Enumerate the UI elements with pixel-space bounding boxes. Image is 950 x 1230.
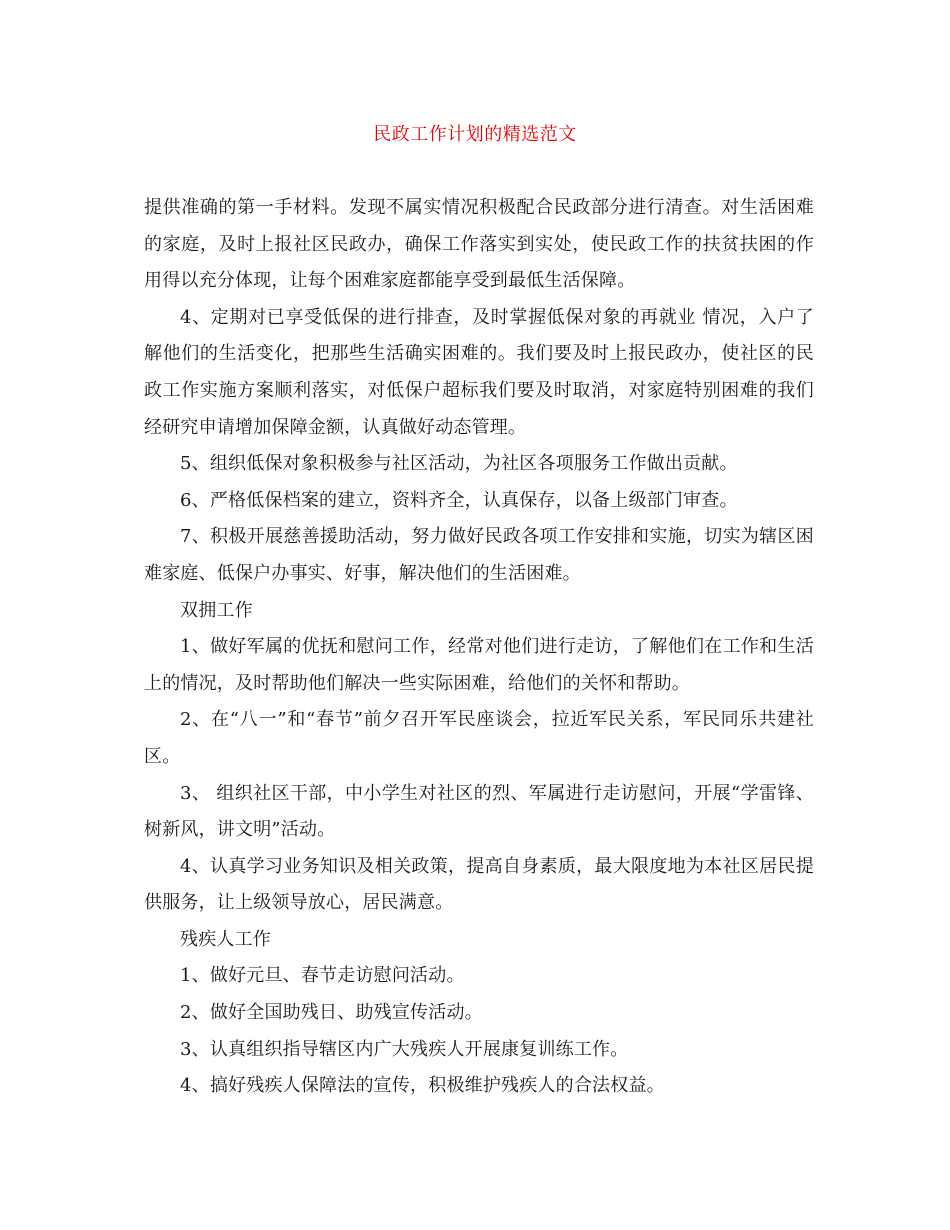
paragraph: 7、积极开展慈善援助活动，努力做好民政各项工作安排和实施，切实为辖区困难家庭、低保户办事实、好事，解决他们的生活困难。 bbox=[144, 526, 814, 584]
paragraph: 3、 组织社区干部，中小学生对社区的烈、军属进行走访慰问，开展“学雷锋、树新风，讲文明”活动。 bbox=[144, 782, 814, 841]
paragraph: 1、做好军属的优抚和慰问工作，经常对他们进行走访，了解他们在工作和生活上的情况，及时帮助他们解决一些实际困难，给他们的关怀和帮助。 bbox=[144, 636, 814, 694]
document-body bbox=[144, 190, 814, 1105]
paragraph: 4、搞好残疾人保障法的宣传，积极维护残疾人的合法权益。 bbox=[180, 1075, 665, 1097]
paragraph: 提供准确的第一手材料。发现不属实情况积极配合民政部分进行清查。对生活困难的家庭，及时上报社区民政办，确保工作落实到实处，使民政工作的扶贫扶困的作用得以充分体现，让每个困难家庭都能享受到最低生活保障。 bbox=[144, 197, 814, 292]
paragraph: 3、认真组织指导辖区内广大残疾人开展康复训练工作。 bbox=[180, 1038, 629, 1060]
paragraph: 4、认真学习业务知识及相关政策，提高自身素质，最大限度地为本社区居民提供服务，让上级领导放心，居民满意。 bbox=[144, 855, 814, 914]
paragraph: 1、做好元旦、春节走访慰问活动。 bbox=[180, 965, 465, 987]
paragraph: 5、组织低保对象积极参与社区活动，为社区各项服务工作做出贡献。 bbox=[180, 453, 738, 475]
paragraph: 6、严格低保档案的建立，资料齐全，认真保存，以备上级部门审查。 bbox=[180, 489, 738, 511]
paragraph: 4、定期对已享受低保的进行排查，及时掌握低保对象的再就业 情况，入户了解他们的生活变化，把那些生活确实困难的。我们要及时上报民政办，使社区的民政工作实施方案顺利落实，对低保户超标我们要及时取消，对家庭特别困难的我们经研究申请增加保障金额，认真做好动态管理。 bbox=[144, 306, 814, 438]
section-heading-shuangyong: 双拥工作 bbox=[180, 599, 253, 621]
paragraph: 2、做好全国助残日、助残宣传活动。 bbox=[180, 1002, 483, 1024]
paragraph: 2、在“八一”和“春节”前夕召开军民座谈会，拉近军民关系，军民同乐共建社区。 bbox=[144, 709, 814, 767]
section-heading-canjiren: 残疾人工作 bbox=[180, 928, 271, 950]
document-title: 民政工作计划的精选范文 bbox=[373, 124, 577, 145]
